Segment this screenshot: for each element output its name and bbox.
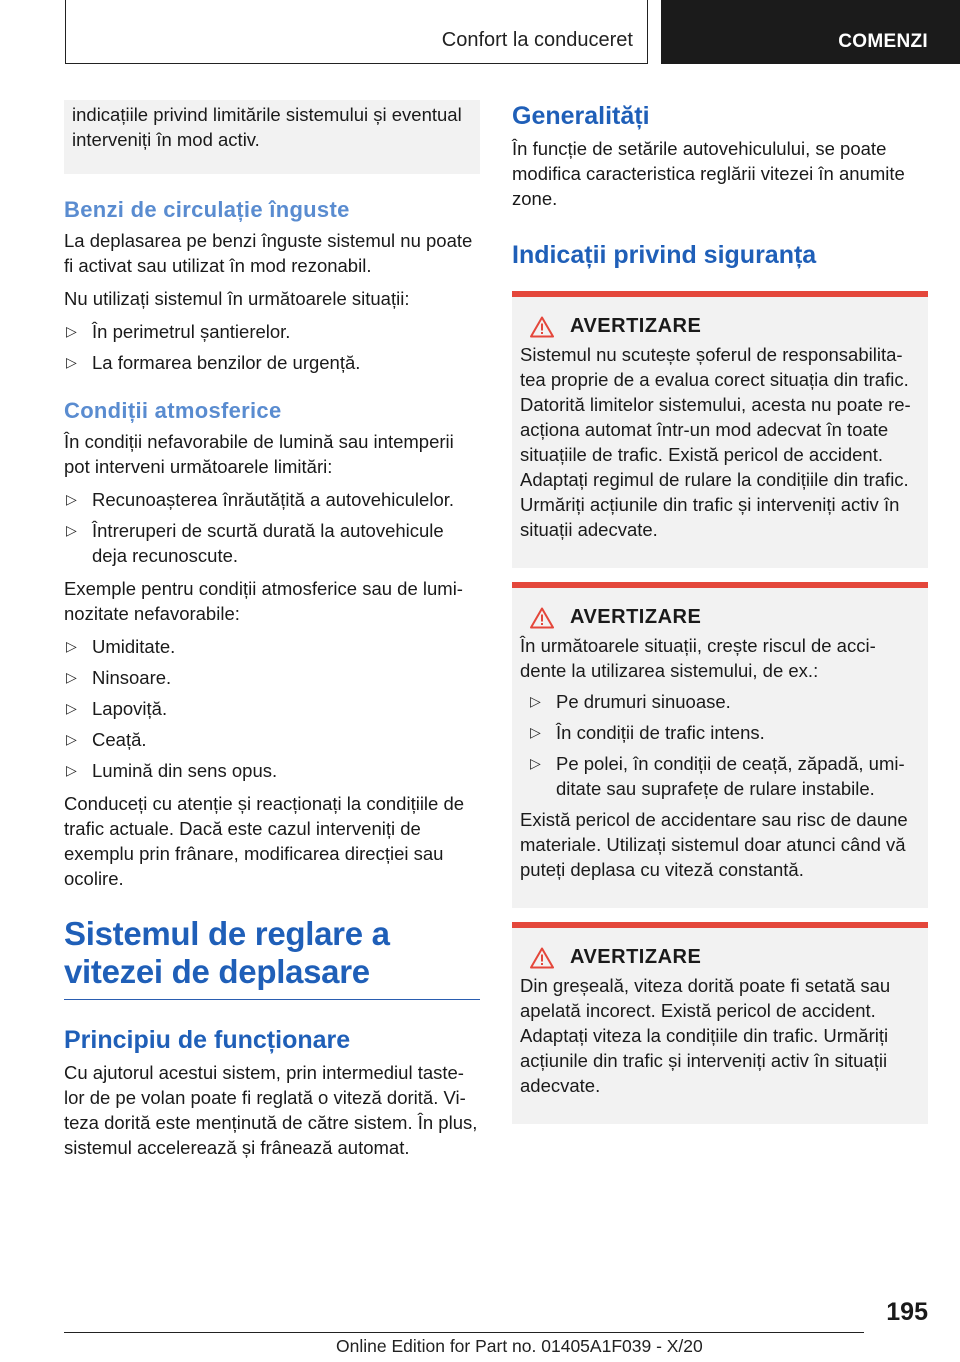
warning-triangle-icon [530,316,554,338]
warning-title: AVERTIZARE [570,946,702,968]
triangle-right-icon: ▷ [530,693,541,709]
list-item: ▷ La formarea benzilor de urgență. [66,352,361,373]
right-column [512,100,928,1138]
warning-box-1 [512,291,928,568]
weather-examples-intro: Exemple pentru condiții atmosferice sau de lumi-nozitate nefavorabile: [64,578,463,624]
weather-title: Condiții atmosferice [64,398,282,423]
list-item: ▷ Recunoașterea înrăutățită a autovehiculelor. [66,489,455,510]
triangle-right-icon: ▷ [66,762,77,778]
warning-intro: În următoarele situații, crește riscul de acci-dente la utilizarea sistemului, de ex.: [520,635,876,681]
warning-text: Sistemul nu scutește șoferul de responsabilita-tea proprie de a evalua corect situația din trafic. Datorită limitelor sistemului, acesta nu poate re-acționa automat într-un mod adecvat în toate situațiile de trafic. Există pericol de accident. Adaptați regimul de rulare la condițiile din trafic. Urmăriți acțiunile din trafic și interveniți activ în situații adecvate. [520,344,911,540]
warning-text: Din greșeală, viteza dorită poate fi setată sau apelată incorect. Există pericol de accident. Adaptați viteza la condițiile din trafic. Urmăriți acțiunile din trafic și interveniți activ în situații adecvate. [520,975,891,1096]
weather-intro: În condiții nefavorabile de lumină sau intemperii pot interveni următoarele limitări: [64,431,454,477]
warning-triangle-icon [530,607,554,629]
general-text: În funcție de setările autovehiculului, se poate modifica caracteristica reglării vitezei în anumite zone. [512,138,905,209]
list-item: ▷ Ceață. [66,729,147,750]
header-section-box [65,0,648,64]
warning-title: AVERTIZARE [570,315,702,337]
weather-limits-list [64,487,480,568]
list-item: ▷ Ninsoare. [66,667,172,688]
weather-advice: Conduceți cu atenție și reacționați la condițiile de trafic actuale. Dacă este cazul interveniți de exemplu prin frânare, modificarea direcției sau ocolire. [64,793,465,889]
header-chapter-title: COMENZI [838,31,928,52]
narrow-lanes-list [64,319,480,375]
triangle-right-icon: ▷ [530,755,541,771]
triangle-right-icon: ▷ [530,724,541,740]
triangle-right-icon: ▷ [66,522,77,538]
principle-title: Principiu de funcționare [64,1026,351,1054]
warning-header [520,315,920,338]
narrow-lanes-text: La deplasarea pe benzi înguste sistemul nu poate fi activat sau utilizat în mod rezonabil. [64,230,473,276]
list-item: ▷ Umiditate. [66,636,176,657]
safety-title: Indicații privind siguranța [512,241,817,269]
chapter-title-line1: Sistemul de reglare a [64,915,390,952]
triangle-right-icon: ▷ [66,638,77,654]
list-item: ▷ Lapoviță. [66,698,168,719]
note-continuation-text: indicațiile privind limitările sistemului și eventual interveniți în mod activ. [72,104,462,150]
triangle-right-icon: ▷ [66,323,77,339]
edition-footer: Online Edition for Part no. 01405A1F039 - X/20 [336,1336,703,1356]
warning-box-3 [512,922,928,1124]
chapter-heading [64,915,480,1000]
left-column [64,100,480,1168]
warning-outro: Există pericol de accidentare sau risc de daune materiale. Utilizați sistemul doar atunci când vă puteți deplasa cu viteză constantă. [520,809,908,880]
triangle-right-icon: ▷ [66,700,77,716]
warning-triangle-icon [530,947,554,969]
narrow-lanes-intro: Nu utilizați sistemul în următoarele situații: [64,288,410,309]
list-item: ▷ În condiții de trafic intens. [530,722,765,743]
footer-divider [64,1332,864,1333]
header-chapter-tab [661,0,960,64]
triangle-right-icon: ▷ [66,669,77,685]
weather-examples-list [64,634,480,783]
triangle-right-icon: ▷ [66,491,77,507]
note-continuation [64,100,480,174]
warning-header [520,606,920,629]
narrow-lanes-title: Benzi de circulație înguste [64,197,350,222]
header-section-title: Confort la conduceret [441,29,633,51]
warning-header [520,946,920,969]
list-item: ▷ Pe drumuri sinuoase. [530,691,731,712]
page-number: 195 [886,1298,928,1326]
list-item: ▷ Pe polei, în condiții de ceață, zăpadă, umi-ditate sau suprafețe de rulare instabile. [530,753,905,799]
list-item: ▷ Lumină din sens opus. [66,760,278,781]
triangle-right-icon: ▷ [66,354,77,370]
warning-box-2 [512,582,928,908]
chapter-title-line2: vitezei de deplasare [64,953,370,990]
warning-situations-list [528,689,920,801]
principle-text: Cu ajutorul acestui sistem, prin intermediul taste-lor de pe volan poate fi reglată o viteză dorită. Vi-teza dorită este menținută de către sistem. În plus, sistemul accelerează și frânează automat. [64,1062,478,1158]
list-item: ▷ În perimetrul șantierelor. [66,321,291,342]
general-title: Generalități [512,102,650,130]
warning-title: AVERTIZARE [570,606,702,628]
list-item: ▷ Întreruperi de scurtă durată la autovehicule deja recunoscute. [66,520,444,566]
triangle-right-icon: ▷ [66,731,77,747]
